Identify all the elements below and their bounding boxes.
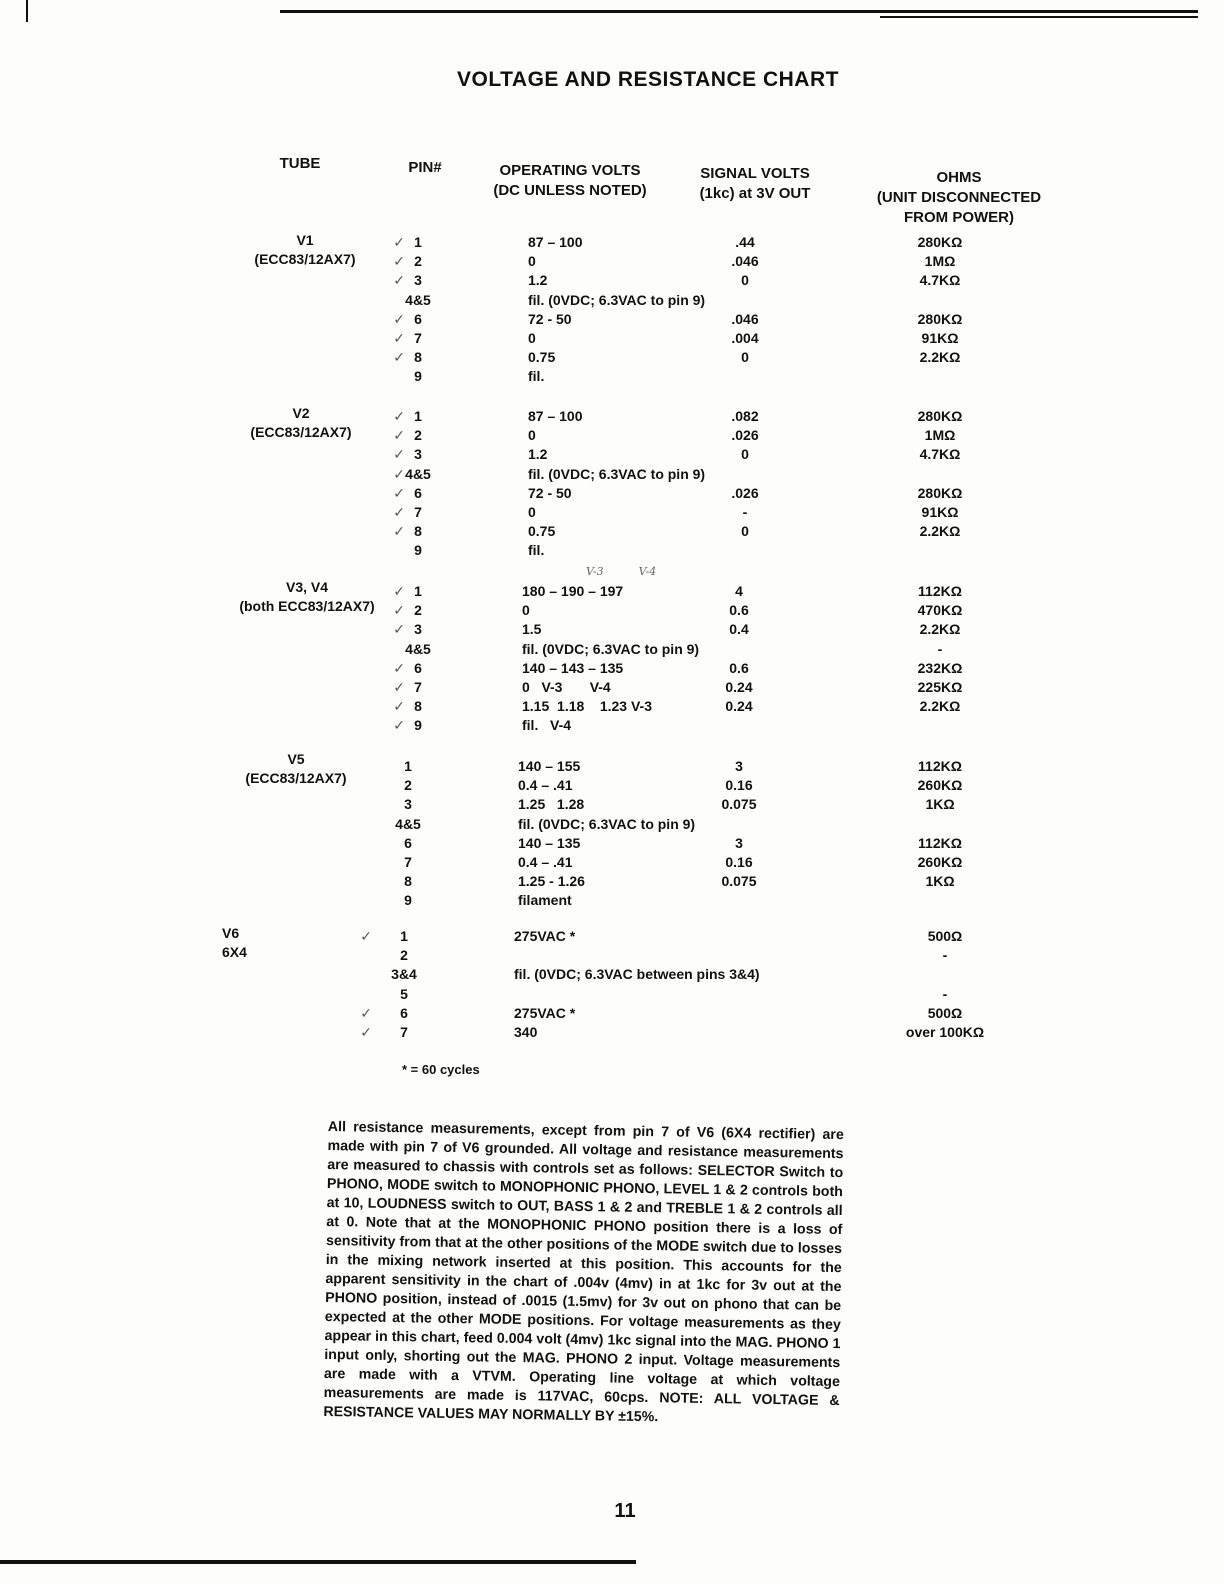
pin-number: 9	[404, 892, 412, 909]
left-edge-mark	[26, 0, 28, 22]
tube-name-line: V2	[292, 405, 310, 421]
signal-volts-value: 0	[741, 272, 749, 289]
table-row	[0, 795, 1224, 814]
pin-number: 6	[414, 659, 422, 676]
ohms-value: 225KΩ	[917, 679, 963, 695]
ohms-value: 500Ω	[927, 928, 963, 944]
table-row	[0, 582, 1224, 601]
check-mark: ✓	[393, 523, 405, 540]
pin-number: 6	[414, 310, 422, 327]
pin-number: 4&5	[405, 640, 431, 657]
pin-number: 2	[400, 947, 408, 964]
check-mark: ✓	[393, 679, 405, 695]
operating-volts-value: 140 – 143 – 135	[522, 659, 624, 676]
check-mark: ✓	[393, 602, 405, 619]
pin-number: 3	[404, 796, 412, 813]
check-mark: ✓	[393, 310, 405, 327]
table-row	[0, 407, 1224, 426]
header-ohms-line3: FROM POWER)	[904, 209, 1014, 226]
pin-number: 2	[404, 777, 412, 794]
ohms-value: 232KΩ	[917, 659, 963, 676]
tube-name-line: 6X4	[222, 944, 247, 960]
table-row	[0, 522, 1224, 541]
page-title: VOLTAGE AND RESISTANCE CHART	[457, 68, 839, 91]
pin-number: 6	[414, 484, 422, 501]
header-signal-volts-line1: SIGNAL VOLTS	[700, 165, 810, 182]
ohms-value: 1KΩ	[925, 796, 955, 813]
table-row	[0, 465, 1224, 484]
operating-volts-value: fil. (0VDC; 6.3VAC between pins 3&4)	[514, 966, 760, 983]
operating-volts-value: 1.25 1.28	[518, 796, 585, 813]
check-mark: ✓	[360, 928, 372, 944]
signal-volts-value: .082	[731, 408, 759, 424]
pin-number: 7	[414, 679, 422, 695]
check-mark: ✓	[393, 583, 405, 599]
table-row	[0, 659, 1224, 678]
operating-volts-value: 0	[528, 330, 536, 346]
tube-name-line: (ECC83/12AX7)	[245, 770, 347, 786]
check-mark: ✓	[393, 330, 405, 346]
pin-number: 7	[414, 504, 422, 520]
pin-number: 8	[414, 349, 422, 366]
header-ohms-line2: (UNIT DISCONNECTED	[876, 189, 1042, 206]
tube-name-line: V1	[296, 232, 314, 248]
ohms-value: 260KΩ	[917, 777, 963, 794]
check-mark: ✓	[393, 272, 405, 289]
table-row	[0, 367, 1224, 386]
tube-name-line: (both ECC83/12AX7)	[239, 598, 375, 614]
operating-volts-value: 180 – 190 – 197	[522, 583, 624, 599]
ohms-value: 1MΩ	[924, 253, 956, 270]
pin-number: 4&5	[395, 815, 421, 832]
ohms-value: 112KΩ	[918, 758, 962, 774]
ohms-value: 1KΩ	[925, 873, 955, 890]
check-mark: ✓	[393, 446, 405, 463]
signal-volts-value: 0.075	[721, 796, 757, 813]
operating-volts-value: 140 – 135	[518, 834, 581, 851]
ohms-value: 4.7KΩ	[919, 446, 961, 463]
signal-volts-value: .046	[731, 310, 759, 327]
footnote: * = 60 cycles	[402, 1062, 480, 1077]
pin-number: 6	[404, 834, 412, 851]
signal-volts-value: 0	[741, 349, 749, 366]
table-row	[0, 985, 1224, 1004]
pin-number: 1	[400, 928, 408, 944]
header-operating-volts-line2: (DC UNLESS NOTED)	[493, 182, 647, 199]
check-mark: ✓	[393, 717, 405, 734]
table-row	[0, 503, 1224, 522]
ohms-value: 2.2KΩ	[919, 698, 961, 715]
pin-number: 7	[400, 1024, 408, 1040]
operating-volts-value: 1.25 - 1.26	[518, 873, 585, 890]
pin-number: 6	[400, 1004, 408, 1021]
pin-number: 1	[414, 234, 422, 250]
pin-number: 3	[414, 621, 422, 638]
signal-volts-value: 0.075	[721, 873, 757, 890]
table-row	[0, 445, 1224, 464]
operating-volts-value: fil.	[528, 542, 545, 559]
ohms-value: 2.2KΩ	[919, 621, 961, 638]
signal-volts-value: 0.16	[725, 777, 753, 794]
check-mark: ✓	[360, 1024, 372, 1040]
pin-number: 1	[414, 583, 422, 599]
operating-volts-value: 0	[528, 427, 536, 444]
table-row	[0, 697, 1224, 716]
table-row	[0, 946, 1224, 965]
pin-number: 8	[404, 873, 412, 890]
ohms-value: 112KΩ	[918, 834, 962, 851]
pin-number: 9	[414, 542, 422, 559]
table-row	[0, 329, 1224, 348]
operating-volts-value: 87 – 100	[528, 234, 583, 250]
check-mark: ✓	[393, 465, 405, 482]
tube-name-line: V6	[222, 925, 240, 941]
ohms-value: 280KΩ	[917, 234, 963, 250]
operating-volts-value: fil.	[528, 368, 545, 385]
table-row	[0, 891, 1224, 910]
tube-name-line: V5	[287, 751, 305, 767]
check-mark: ✓	[393, 349, 405, 366]
signal-volts-value: 0.24	[725, 698, 753, 715]
signal-volts-value: 0.6	[729, 602, 749, 619]
pin-number: 2	[414, 427, 422, 444]
operating-volts-value: 340	[514, 1024, 538, 1040]
pin-number: 1	[404, 758, 412, 774]
operating-volts-value: 72 - 50	[528, 310, 572, 327]
ohms-value: -	[942, 985, 948, 1002]
bottom-edge-rule	[0, 1560, 636, 1564]
signal-volts-value: 3	[735, 834, 743, 851]
top-edge-rule	[280, 10, 1198, 13]
header-signal-volts	[680, 164, 830, 204]
ohms-value: 112KΩ	[918, 583, 962, 599]
operating-volts-value: 0.75	[528, 349, 556, 366]
operating-volts-value: fil. (0VDC; 6.3VAC to pin 9)	[518, 815, 696, 832]
signal-volts-value: .026	[731, 484, 759, 501]
table-row	[0, 348, 1224, 367]
check-mark: ✓	[393, 408, 405, 424]
ohms-value: 2.2KΩ	[919, 349, 961, 366]
pin-number: 3	[414, 272, 422, 289]
table-row	[0, 757, 1224, 776]
tube-name-line: V3, V4	[285, 579, 329, 595]
table-row	[0, 426, 1224, 445]
pin-number: 9	[414, 368, 422, 385]
signal-volts-value: 0.4	[729, 621, 749, 638]
table-row	[0, 716, 1224, 735]
table-row	[0, 776, 1224, 795]
ohms-value: 280KΩ	[917, 310, 963, 327]
operating-volts-value: 0.4 – .41	[518, 777, 573, 794]
top-edge-rule-2	[880, 16, 1198, 18]
tube-name-line: (ECC83/12AX7)	[250, 424, 352, 440]
operating-volts-value: filament	[518, 892, 572, 909]
table-row	[0, 927, 1224, 946]
operating-volts-value: fil. (0VDC; 6.3VAC to pin 9)	[528, 291, 706, 308]
ohms-value: 1MΩ	[924, 427, 956, 444]
table-row	[0, 541, 1224, 560]
pin-number: 2	[414, 602, 422, 619]
table-row	[0, 233, 1224, 252]
ohms-value: 91KΩ	[921, 330, 959, 346]
ohms-value: 470KΩ	[917, 602, 963, 619]
table-row	[0, 1023, 1224, 1042]
operating-volts-value: 0	[528, 504, 536, 520]
ohms-value: -	[937, 640, 943, 657]
signal-volts-value: 3	[735, 758, 743, 774]
table-row	[0, 252, 1224, 271]
operating-volts-value: 275VAC *	[514, 1004, 576, 1021]
operating-volts-value: 72 - 50	[528, 484, 572, 501]
table-row	[0, 678, 1224, 697]
operating-volts-value: 87 – 100	[528, 408, 583, 424]
pin-number: 8	[414, 698, 422, 715]
ohms-value: -	[942, 947, 948, 964]
operating-volts-value: 0	[528, 253, 536, 270]
operating-volts-value: 0 V-3 V-4	[522, 679, 611, 695]
operating-volts-value: fil. (0VDC; 6.3VAC to pin 9)	[522, 640, 700, 657]
ohms-value: 260KΩ	[917, 854, 963, 870]
header-ohms	[862, 168, 1056, 228]
signal-volts-value: 4	[735, 583, 743, 599]
signal-volts-value: .44	[735, 234, 755, 250]
operating-volts-value: 1.2	[528, 272, 548, 289]
table-row	[0, 620, 1224, 639]
operating-volts-value: 1.5	[522, 621, 542, 638]
table-row	[0, 601, 1224, 620]
page-number: 11	[614, 1500, 636, 1522]
operating-volts-value: 275VAC *	[514, 928, 576, 944]
ohms-value: 2.2KΩ	[919, 523, 961, 540]
signal-volts-value: -	[742, 504, 748, 520]
operating-volts-value: fil. (0VDC; 6.3VAC to pin 9)	[528, 465, 706, 482]
ohms-value: 280KΩ	[917, 484, 963, 501]
check-mark: ✓	[393, 484, 405, 501]
check-mark: ✓	[393, 427, 405, 444]
signal-volts-value: .004	[731, 330, 759, 346]
table-row	[0, 1004, 1224, 1023]
pin-number: 5	[400, 985, 408, 1002]
check-mark: ✓	[393, 234, 405, 250]
operating-volts-value: fil. V-4	[522, 717, 572, 734]
table-row	[0, 965, 1224, 984]
signal-volts-value: 0.6	[729, 659, 749, 676]
table-row	[0, 640, 1224, 659]
check-mark: ✓	[393, 621, 405, 638]
signal-volts-value: 0.16	[725, 854, 753, 870]
pin-number: 3	[414, 446, 422, 463]
pin-number: 4&5	[405, 465, 431, 482]
check-mark: ✓	[393, 659, 405, 676]
table-row	[0, 310, 1224, 329]
signal-volts-value: 0.24	[725, 679, 753, 695]
operating-volts-value: 1.15 1.18 1.23 V-3	[522, 698, 652, 715]
table-row	[0, 872, 1224, 891]
signal-volts-value: 0	[741, 523, 749, 540]
pin-number: 4&5	[405, 291, 431, 308]
operating-volts-value: 1.2	[528, 446, 548, 463]
pin-number: 3&4	[391, 966, 417, 983]
header-tube: TUBE	[279, 155, 321, 172]
operating-volts-value: 0.4 – .41	[518, 854, 573, 870]
table-row	[0, 271, 1224, 290]
header-ohms-line1: OHMS	[936, 169, 982, 186]
operating-volts-value: 140 – 155	[518, 758, 581, 774]
table-row	[0, 853, 1224, 872]
ohms-value: 280KΩ	[917, 408, 963, 424]
pin-number: 7	[404, 854, 412, 870]
signal-volts-value: .026	[731, 427, 759, 444]
check-mark: ✓	[393, 253, 405, 270]
check-mark: ✓	[393, 504, 405, 520]
pin-number: 1	[414, 408, 422, 424]
ohms-value: 91KΩ	[921, 504, 959, 520]
ohms-value: 500Ω	[927, 1004, 963, 1021]
ohms-value: over 100KΩ	[905, 1024, 985, 1040]
header-operating-volts	[480, 161, 660, 201]
header-operating-volts-line1: OPERATING VOLTS	[499, 162, 641, 179]
signal-volts-value: .046	[731, 253, 759, 270]
check-mark: ✓	[393, 698, 405, 715]
check-mark: ✓	[360, 1004, 372, 1021]
handwritten-annotation: V-3 V-4	[586, 565, 657, 578]
table-row	[0, 484, 1224, 503]
signal-volts-value: 0	[741, 446, 749, 463]
ohms-value: 4.7KΩ	[919, 272, 961, 289]
table-row	[0, 291, 1224, 310]
operating-volts-value: 0.75	[528, 523, 556, 540]
table-row	[0, 834, 1224, 853]
tube-name-line: (ECC83/12AX7)	[254, 251, 356, 267]
pin-number: 2	[414, 253, 422, 270]
pin-number: 7	[414, 330, 422, 346]
pin-number: 9	[414, 717, 422, 734]
header-signal-volts-line2: (1kc) at 3V OUT	[699, 185, 811, 202]
pin-number: 8	[414, 523, 422, 540]
header-pin: PIN#	[408, 159, 442, 176]
notes-paragraph: All resistance measurements, except from pin 7 of V6 (6X4 rectifier) are made with pin 7 of V6 grounded. All voltage and resistance measurements are measured to chassis with controls set as follows: SELECTOR Switch to PHONO, MODE switch to MONOPHONIC PHONO, LEVEL 1 & 2 controls both at 10, LOUDNESS switch to OUT, BASS 1 & 2 and TREBLE 1 & 2 controls all at 0. Note that at the MONOPHONIC PHONO position there is a loss of sensitivity from that at the other positions of the MODE switch due to losses in the mixing network inserted at this position. This accounts for the apparent sensitivity in the chart of .004v (4mv) in at 1kc for 3v out at the PHONO position, instead of .0015 (1.5mv) for 3v out on phono that can be expected at the other MODE positions. For voltage measurements as they appear in this chart, feed 0.004 volt (4mv) 1kc signal into the MAG. PHONO 1 input only, shorting out the MAG. PHONO 2 input. Voltage measurements are made with a VTVM. Operating line voltage at which voltage measurements are made is 117VAC, 60cps. NOTE: ALL VOLTAGE & RESISTANCE VALUES MAY NORMALLY BY ±15%.	[323, 1118, 844, 1426]
table-row	[0, 815, 1224, 834]
operating-volts-value: 0	[522, 602, 530, 619]
